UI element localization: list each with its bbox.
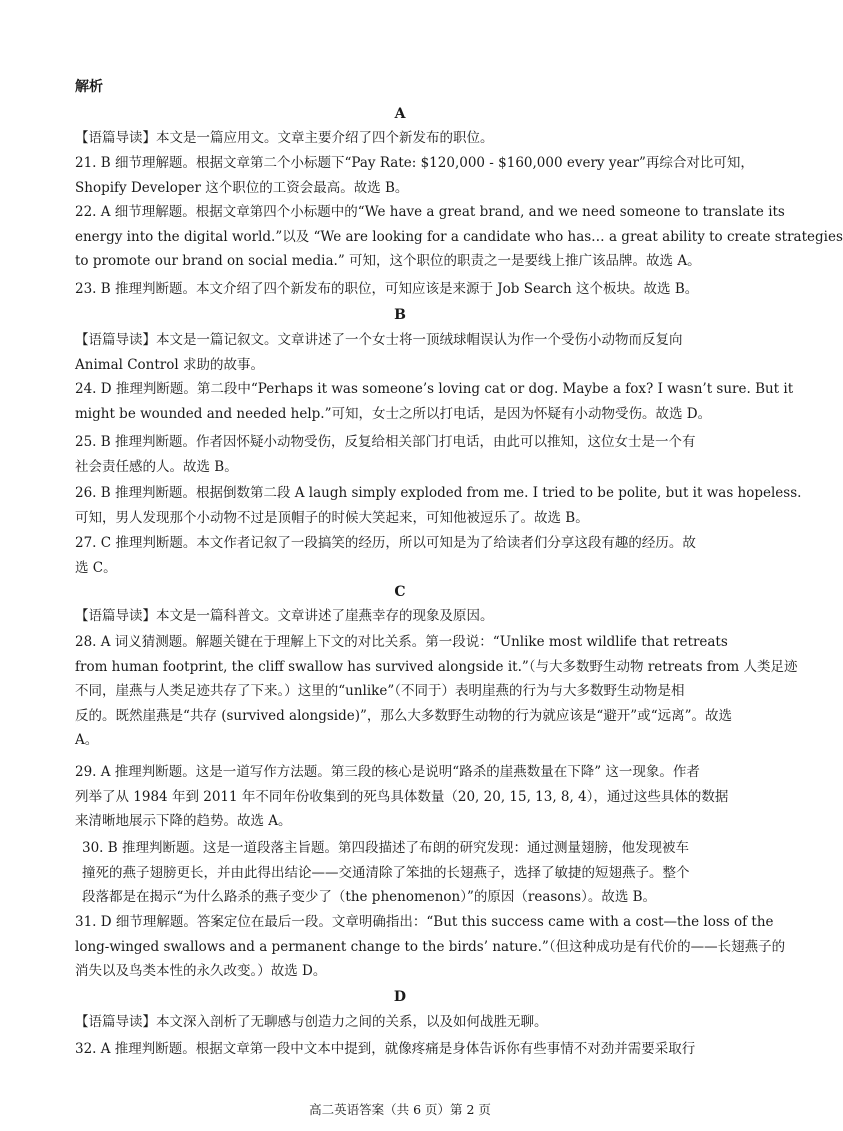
answer-21: 21. B 细节理解题。根据文章第二个小标题下“Pay Rate: $120,000 - $160,000 every year”再综合对比可知， Shopify Developer 这个职位的工资会最高。故选 B。 [75,155,754,196]
answer-29: 29. A 推理判断题。这是一道写作方法题。第三段的核心是说明“路杀的崖燕数量在下降” 这一现象。作者 列举了从 1984 年到 2011 年不同年份收集到的死鸟具体数量（20, 20, 15, 13, 8, 4），通过这些具体的数据 来清晰地展示下降的趋势。故选 A。 [75,764,729,829]
section-a-letter: A [394,106,406,122]
answer-24: 24. D 推理判断题。第二段中“Perhaps it was someone’s loving cat or dog. Maybe a fox? I wasn’t sure. But it might be wounded and needed help.”可知，女士之所以打电话，是因为怀疑有小动物受伤。故选 D。 [75,381,794,422]
answer-26: 26. B 推理判断题。根据倒数第二段 A laugh simply exploded from me. I tried to be polite, but it was hopeless. 可知，男人发现那个小动物不过是顶帽子的时候大笑起来，可知他被逗乐了。故选 B。 [75,485,802,526]
answer-30: 30. B 推理判断题。这是一道段落主旨题。第四段描述了布朗的研究发现：通过测量翅膀，他发现被车 撞死的燕子翅膀更长，并由此得出结论——交通清除了笨拙的长翅燕子，选择了敏捷的短翅燕子。整个 段落都是在揭示“为什么路杀的燕子变少了（the phenomenon）”的原因（reasons）。故选 B。 [82,840,690,905]
answer-27: 27. C 推理判断题。本文作者记叙了一段搞笑的经历，所以可知是为了给读者们分享这段有趣的经历。故 选 C。 [75,535,696,576]
answer-28: 28. A 词义猜测题。解题关键在于理解上下文的对比关系。第一段说：“Unlike most wildlife that retreats from human footprint, the cliff swallow has survived alongside it.”（与大多数野生动物 retreats from 人类足迹 不同，崖燕与人类足迹共存了下来。）这里的“unlike”（不同于）表明崖燕的行为与大多数野生动物是相 反的。既然崖燕是“共存 (survived alongside)”，那么大多数野生动物的行为就应该是“避开”或“远离”。故选 A。 [75,634,798,748]
answer-23: 23. B 推理判断题。本文介绍了四个新发布的职位，可知应该是来源于 Job Search 这个板块。故选 B。 [75,281,699,297]
page-footer: 高二英语答案（共 6 页）第 2 页 [309,1102,491,1117]
section-d-guide: 【语篇导读】本文深入剖析了无聊感与创造力之间的关系，以及如何战胜无聊。 [75,1014,548,1030]
answer-31: 31. D 细节理解题。答案定位在最后一段。文章明确指出：“But this success came with a cost—the loss of the long-winged swallows and a permanent change to the birds’ nature.”（但这种成功是有代价的——长翅燕子的 消失以及鸟类本性的永久改变。）故选 D。 [75,914,786,979]
answer-32: 32. A 推理判断题。根据文章第一段中文本中提到，就像疼痛是身体告诉你有些事情不对劲并需要采取行 [75,1041,696,1057]
answer-22: 22. A 细节理解题。根据文章第四个小标题中的“We have a great brand, and we need someone to translate its energy into the digital world.”以及 “We are looking for a candidate who has… a great ability to create strategies to promote our brand on social media.” 可知，这个职位的职责之一是要线上推广该品牌。故选 A。 [75,204,843,269]
section-d-letter: D [393,989,407,1005]
answer-25: 25. B 推理判断题。作者因怀疑小动物受伤，反复给相关部门打电话，由此可以推知，这位女士是一个有 社会责任感的人。故选 B。 [75,434,696,475]
section-a-guide: 【语篇导读】本文是一篇应用文。文章主要介绍了四个新发布的职位。 [75,130,494,146]
section-b-letter: B [394,307,406,323]
section-c-letter: C [394,584,406,600]
section-b-guide: 【语篇导读】本文是一篇记叙文。文章讲述了一个女士将一顶绒球帽误认为作一个受伤小动物而反复向 Animal Control 求助的故事。 [75,332,683,373]
section-c-guide: 【语篇导读】本文是一篇科普文。文章讲述了崖燕幸存的现象及原因。 [75,608,494,624]
page-heading: 解析 [75,79,103,95]
